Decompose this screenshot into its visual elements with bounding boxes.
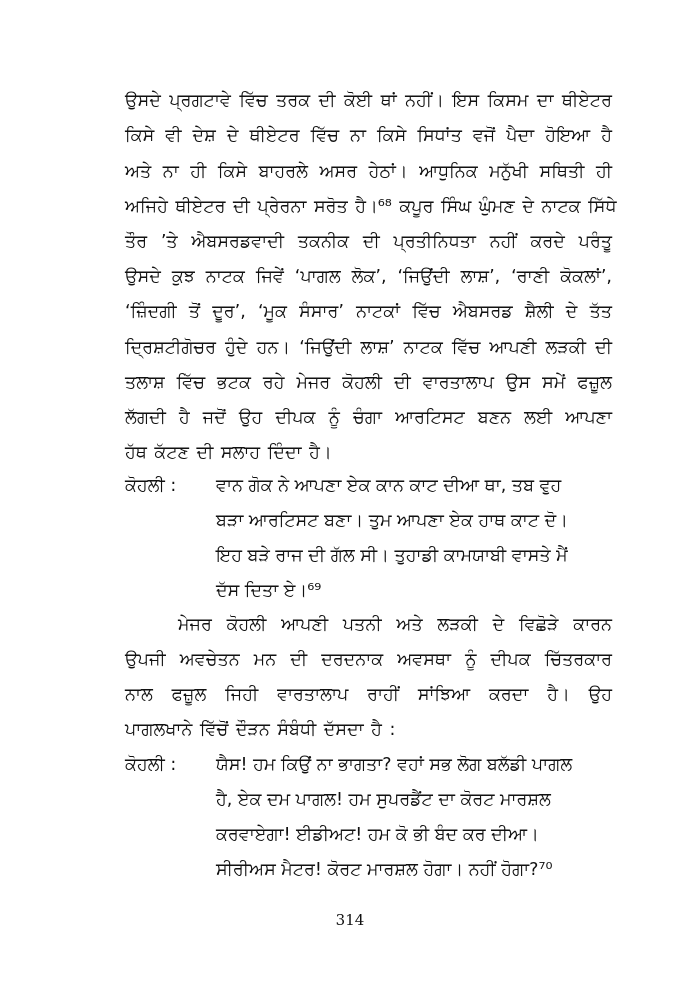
- dialogue-line: ਸੀਰੀਅਸ ਮੈਟਰ! ਕੋਰਟ ਮਾਰਸ਼ਲ ਹੋਗਾ। ਨਹੀਂ ਹੋਗਾ?⁷⁰: [216, 860, 553, 880]
- text-line: ਨਾਲ ਫਜ਼ੂਲ ਜਿਹੀ ਵਾਰਤਾਲਾਪ ਰਾਹੀਂ ਸਾਂਝਿਆ ਕਰਦਾ ਹੈ। ਉਹ: [125, 685, 612, 705]
- text-line: ਅਤੇ ਨਾ ਹੀ ਕਿਸੇ ਬਾਹਰਲੇ ਅਸਰ ਹੇਠਾਂ। ਆਧੁਨਿਕ ਮਨੁੱਖੀ ਸਥਿਤੀ ਹੀ: [125, 162, 612, 182]
- dialogue-line: ਬੜਾ ਆਰਟਿਸਟ ਬਣਾ। ਤੁਮ ਆਪਣਾ ਏਕ ਹਾਥ ਕਾਟ ਦੋ।: [216, 511, 568, 531]
- text-line: ਤਲਾਸ਼ ਵਿੱਚ ਭਟਕ ਰਹੇ ਮੇਜਰ ਕੋਹਲੀ ਦੀ ਵਾਰਤਾਲਾਪ ਉਸ ਸਮੇਂ ਫਜ਼ੂਲ: [125, 373, 612, 393]
- speaker-label: ਕੋਹਲੀ :: [125, 755, 177, 775]
- text-line: ਉਪਜੀ ਅਵਚੇਤਨ ਮਨ ਦੀ ਦਰਦਨਾਕ ਅਵਸਥਾ ਨੂੰ ਦੀਪਕ ਚਿੱਤਰਕਾਰ: [125, 650, 612, 670]
- page-number: 314: [335, 911, 365, 929]
- dialogue-line: ਯੈਸ! ਹਮ ਕਿਉਂ ਨਾ ਭਾਗਤਾ? ਵਹਾਂ ਸਭ ਲੋਗ ਬਲੱਡੀ ਪਾਗਲ: [216, 755, 573, 775]
- text-line: ‘ਜ਼ਿੰਦਗੀ ਤੋਂ ਦੂਰ’, ‘ਮੂਕ ਸੰਸਾਰ’ ਨਾਟਕਾਂ ਵਿੱਚ ਐਬਸਰਡ ਸ਼ੈਲੀ ਦੇ ਤੱਤ: [125, 302, 612, 322]
- dialogue-line: ਵਾਨ ਗੋਕ ਨੇ ਆਪਣਾ ਏਕ ਕਾਨ ਕਾਟ ਦੀਆ ਥਾ, ਤਬ ਵੁਹ: [216, 476, 562, 496]
- dialogue-line: ਇਹ ਬੜੇ ਰਾਜ ਦੀ ਗੱਲ ਸੀ। ਤੁਹਾਡੀ ਕਾਮਯਾਬੀ ਵਾਸਤੇ ਮੈਂ: [216, 546, 568, 566]
- text-line: ਹੱਥ ਕੱਟਣ ਦੀ ਸਲਾਹ ਦਿੰਦਾ ਹੈ।: [125, 443, 332, 463]
- text-line: ਦ੍ਰਿਸ਼ਟੀਗੋਚਰ ਹੁੰਦੇ ਹਨ। ‘ਜਿਉਂਦੀ ਲਾਸ਼’ ਨਾਟਕ ਵਿੱਚ ਆਪਣੀ ਲੜਕੀ ਦੀ: [125, 338, 612, 358]
- dialogue-line: ਕਰਵਾਏਗਾ! ਈਡੀਅਟ! ਹਮ ਕੋ ਭੀ ਬੰਦ ਕਰ ਦੀਆ।: [216, 825, 539, 845]
- text-line: ਲੱਗਦੀ ਹੈ ਜਦੋਂ ਉਹ ਦੀਪਕ ਨੂੰ ਚੰਗਾ ਆਰਟਿਸਟ ਬਣਨ ਲਈ ਆਪਣਾ: [125, 408, 612, 428]
- text-line: ਤੌਰ ’ਤੇ ਐਬਸਰਡਵਾਦੀ ਤਕਨੀਕ ਦੀ ਪ੍ਰਤੀਨਿਧਤਾ ਨਹੀਂ ਕਰਦੇ ਪਰੰਤੂ: [125, 232, 612, 252]
- text-line: ਉਸਦੇ ਪ੍ਰਗਟਾਵੇ ਵਿੱਚ ਤਰਕ ਦੀ ਕੋਈ ਥਾਂ ਨਹੀਂ। ਇਸ ਕਿਸਮ ਦਾ ਥੀਏਟਰ: [125, 91, 612, 111]
- text-line: ਮੇਜਰ ਕੋਹਲੀ ਆਪਣੀ ਪਤਨੀ ਅਤੇ ਲੜਕੀ ਦੇ ਵਿਛੋੜੇ ਕਾਰਨ: [178, 615, 612, 635]
- text-line: ਉਸਦੇ ਕੁਝ ਨਾਟਕ ਜਿਵੇਂ ‘ਪਾਗਲ ਲੋਕ’, ‘ਜਿਉਂਦੀ ਲਾਸ਼’, ‘ਰਾਣੀ ਕੋਕਲਾਂ’,: [125, 267, 612, 287]
- text-line: ਪਾਗਲਖਾਨੇ ਵਿੱਚੋਂ ਦੌੜਨ ਸੰਬੰਧੀ ਦੱਸਦਾ ਹੈ :: [125, 720, 396, 740]
- text-line: ਅਜਿਹੇ ਥੀਏਟਰ ਦੀ ਪ੍ਰੇਰਨਾ ਸਰੋਤ ਹੈ।⁶⁸ ਕਪੂਰ ਸਿੰਘ ਘੁੰਮਣ ਦੇ ਨਾਟਕ ਸਿੱਧੇ: [125, 197, 617, 217]
- speaker-label: ਕੋਹਲੀ :: [125, 476, 177, 496]
- dialogue-line: ਦੱਸ ਦਿਤਾ ਏ।⁶⁹: [216, 581, 322, 601]
- dialogue-line: ਹੈ, ਏਕ ਦਮ ਪਾਗਲ! ਹਮ ਸੁਪਰਡੈਂਟ ਦਾ ਕੋਰਟ ਮਾਰਸ਼ਲ: [216, 790, 551, 810]
- text-line: ਕਿਸੇ ਵੀ ਦੇਸ਼ ਦੇ ਥੀਏਟਰ ਵਿੱਚ ਨਾ ਕਿਸੇ ਸਿਧਾਂਤ ਵਜੋਂ ਪੈਦਾ ਹੋਇਆ ਹੈ: [125, 126, 612, 146]
